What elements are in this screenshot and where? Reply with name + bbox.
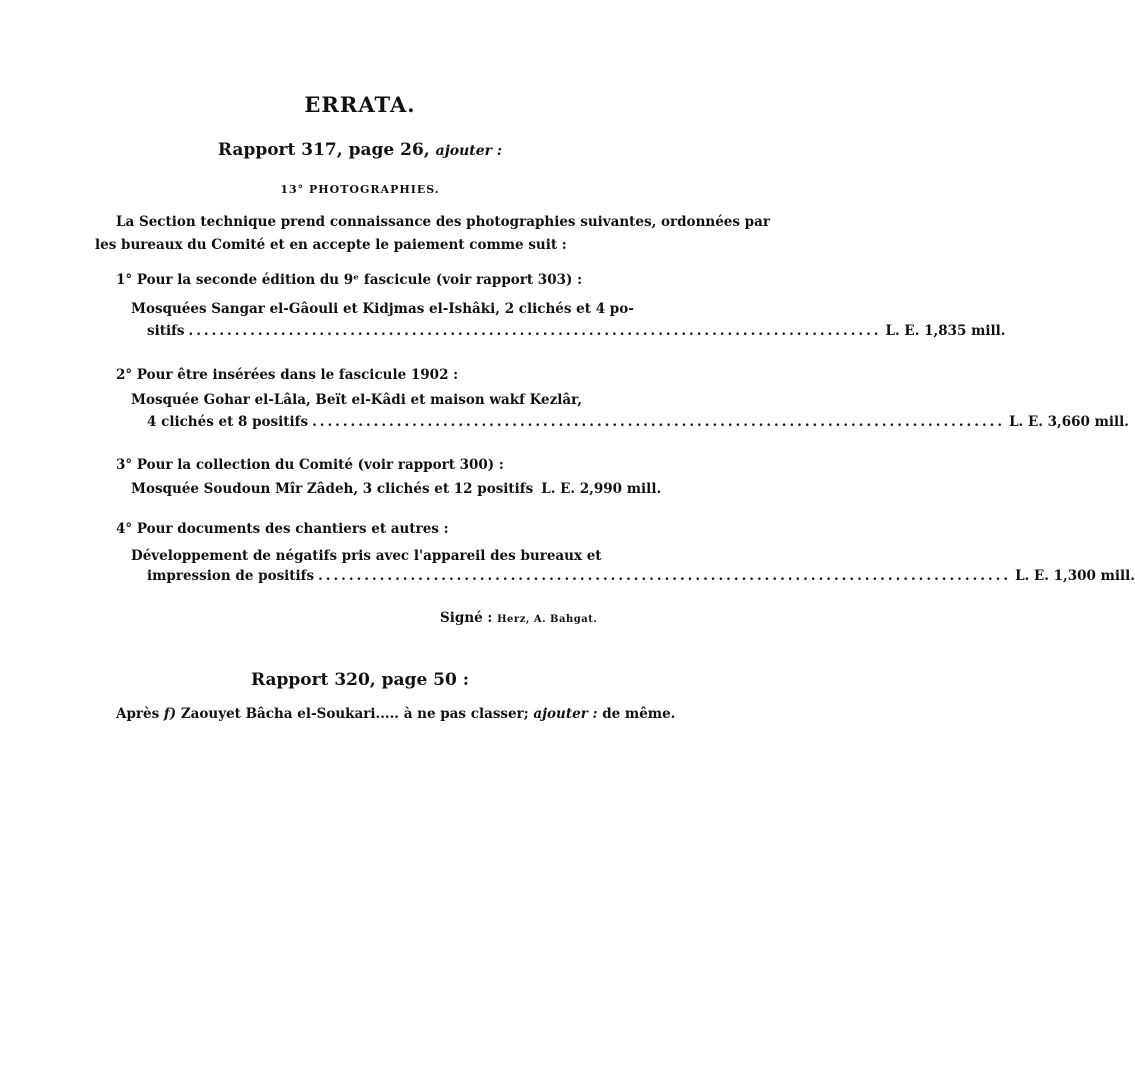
item-2-line-1: Mosquée Gohar el-Lâla, Beït el-Kâdi et maison wakf Kezlâr, — [131, 392, 582, 408]
report-320-heading: Rapport 320, page 50 : — [250, 670, 470, 690]
report-317-heading-text: Rapport 317, page 26, — [217, 140, 430, 160]
dot-leader: .......................................................................................... — [188, 323, 882, 339]
item-4-heading: 4° Pour documents des chantiers et autres : — [116, 521, 449, 537]
section-title: 13° PHOTOGRAPHIES. — [280, 183, 440, 196]
item-1-amount: L. E. 1,835 mill. — [885, 323, 1006, 339]
item-4-line-2: impression de positifs — [147, 568, 315, 584]
report-320-line-start: Après — [116, 706, 160, 722]
intro-line-2: les bureaux du Comité et en accepte le paiement comme suit : — [95, 237, 567, 253]
item-3-amount: L. E. 2,990 mill. — [541, 481, 662, 497]
report-320-line-end: de même. — [602, 706, 676, 722]
item-4-amount: L. E. 1,300 mill. — [1015, 568, 1135, 584]
report-320-line — [116, 706, 675, 722]
intro-line-1: La Section technique prend connaissance des photographies suivantes, ordonnées par — [116, 214, 770, 230]
report-320-line-emph: ajouter : — [533, 706, 598, 722]
report-320-line-mid: Zaouyet Bâcha el-Soukari..... à ne pas classer; — [180, 706, 529, 722]
item-1-amount-row — [147, 323, 1006, 339]
report-317-heading-emph: ajouter : — [435, 143, 503, 159]
signature-names: Herz, A. Bahgat. — [497, 614, 598, 625]
report-317-heading — [0, 140, 720, 160]
item-1-line-1: Mosquées Sangar el-Gâouli et Kidjmas el-Ishâki, 2 clichés et 4 po- — [131, 301, 634, 317]
dot-leader: .......................................................................................... — [312, 414, 1006, 430]
item-3-heading: 3° Pour la collection du Comité (voir rapport 300) : — [116, 457, 504, 473]
page-title: ERRATA. — [304, 92, 416, 117]
dot-leader: .......................................................................................... — [318, 568, 1012, 584]
item-3-amount-row — [131, 481, 662, 497]
item-4-amount-row — [147, 568, 1135, 584]
item-1-heading: 1° Pour la seconde édition du 9ᵉ fascicule (voir rapport 303) : — [116, 272, 583, 288]
report-320-line-f: f) — [163, 706, 177, 722]
item-4-line-1: Développement de négatifs pris avec l'appareil des bureaux et — [131, 548, 602, 564]
item-3-line-1: Mosquée Soudoun Mîr Zâdeh, 3 clichés et 12 positifs — [131, 481, 534, 497]
item-2-heading: 2° Pour être insérées dans le fascicule 1902 : — [116, 367, 459, 383]
item-1-line-2: sitifs — [147, 323, 185, 339]
signature — [440, 610, 597, 626]
item-2-amount: L. E. 3,660 mill. — [1009, 414, 1129, 430]
signature-prefix: Signé : — [440, 610, 493, 626]
item-2-amount-row — [147, 414, 1129, 430]
item-2-line-2: 4 clichés et 8 positifs — [147, 414, 309, 430]
